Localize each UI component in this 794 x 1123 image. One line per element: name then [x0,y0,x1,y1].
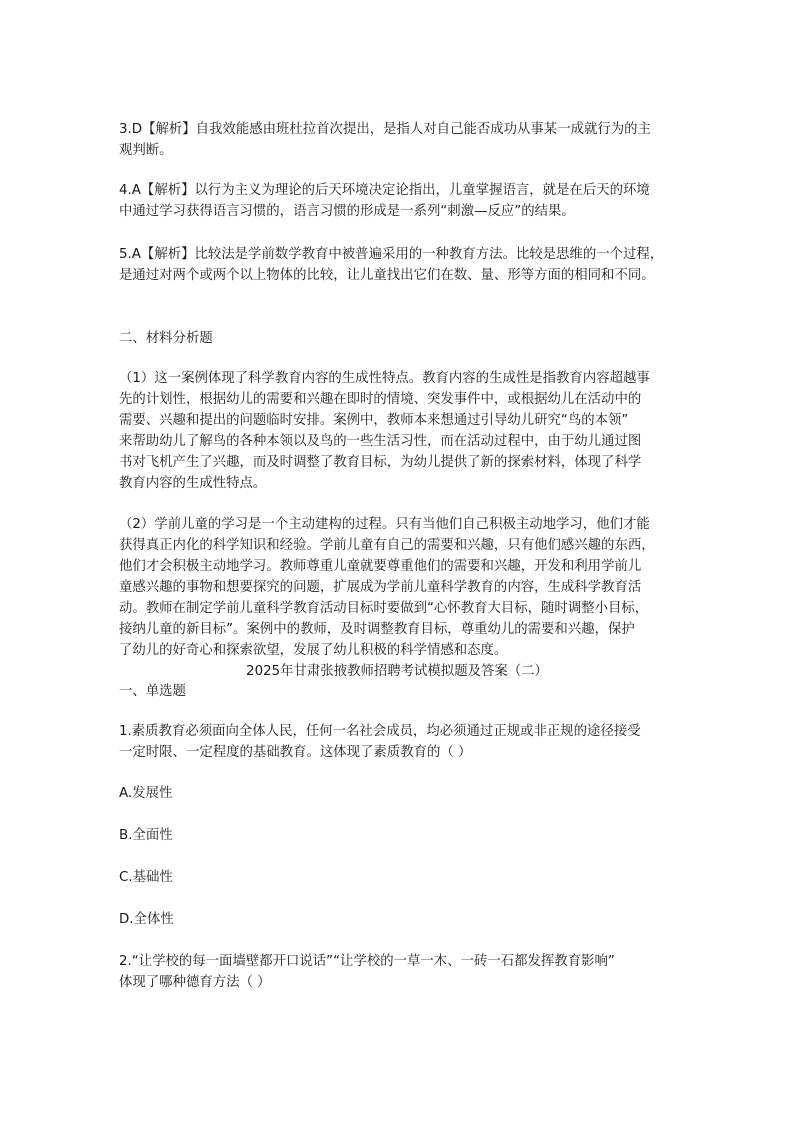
text-line: 动。教师在制定学前儿童科学教育活动目标时要做到“心怀教育大目标，随时调整小目标， [119,601,649,616]
text-line: （1）这一案例体现了科学教育内容的生成性特点。教育内容的生成性是指教育内容超越事 [119,371,650,386]
text-line: 了幼儿的好奇心和探索欲望，发展了幼儿积极的科学情感和态度。 [119,643,508,658]
option-c [119,867,679,888]
text-line: 来帮助幼儿了解鸟的各种本领以及鸟的一些生活习性，而在活动过程中，由于幼儿通过图 [119,434,642,449]
option-label: C.基础性 [119,870,173,885]
question-2 [119,951,679,993]
answer-3 [119,119,679,161]
text-line: 获得真正内化的科学知识和经验。学前儿童有自己的需要和兴趣，只有他们感兴趣的东西， [119,538,655,553]
option-label: A.发展性 [119,786,173,801]
text-line: 先的计划性，根据幼儿的需要和兴趣在即时的情境、突发事件中，或根据幼儿在活动中的 [119,392,642,407]
text-line: 接纳儿童的新目标”。案例中的教师，及时调整教育目标，尊重幼儿的需要和兴趣，保护 [119,622,635,637]
question-text: 体现了哪种德育方法（ ） [119,975,271,990]
answer-4 [119,180,679,222]
option-b [119,825,679,846]
section-title: 二、材料分析题 [119,331,213,346]
text-line: 中通过学习获得语言习惯的，语言习惯的形成是一系列“刺激—反应”的结果。 [119,204,575,219]
option-label: B.全面性 [119,828,173,843]
text-line: 他们才会积极主动地学习。教师尊重儿童就要尊重他们的需要和兴趣，开发和利用学前儿 [119,559,642,574]
question-text: 1.素质教育必须面向全体人民，任何一名社会成员，均必须通过正规或非正规的途径接受 [119,724,641,739]
option-d [119,909,679,930]
option-label: D.全体性 [119,912,174,927]
text-line: 4.A【解析】以行为主义为理论的后天环境决定论指出，儿童掌握语言，就是在后天的环境 [119,183,650,198]
analysis-paragraph-1 [119,368,679,494]
text-line: 是通过对两个或两个以上物体的比较，让儿童找出它们在数、量、形等方面的相同和不同。 [119,268,655,283]
option-a [119,783,679,804]
question-text: 2.“让学校的每一面墙壁都开口说话”“让学校的一草一木、一砖一石都发挥教育影响” [119,954,615,969]
answer-5 [119,244,679,286]
question-text: 一定时限、一定程度的基础教育。这体现了素质教育的（ ） [119,745,472,760]
text-line: （2）学前儿童的学习是一个主动建构的过程。只有当他们自己积极主动地学习，他们才能 [119,517,650,532]
page-title: 2025年甘肃张掖教师招聘考试模拟题及答案（二） [246,664,548,679]
analysis-paragraph-2 [119,514,679,661]
text-line: 书对飞机产生了兴趣，而及时调整了教育目标，为幼儿提供了新的探索材料，体现了科学 [119,455,642,470]
section-heading [119,681,679,702]
text-line: 需要、兴趣和提出的问题临时安排。案例中，教师本来想通过引导幼儿研究“鸟的本领” [119,413,629,428]
section-title: 一、单选题 [119,684,186,699]
text-line: 3.D【解析】自我效能感由班杜拉首次提出，是指人对自己能否成功从事某一成就行为的主 [119,122,651,137]
question-1 [119,721,679,763]
exam-title [0,661,794,682]
section-heading [119,328,679,349]
text-line: 童感兴趣的事物和想要探究的问题，扩展成为学前儿童科学教育的内容，生成科学教育活 [119,580,642,595]
text-line: 教育内容的生成性特点。 [119,476,267,491]
text-line: 5.A【解析】比较法是学前数学教育中被普遍采用的一种教育方法。比较是思维的一个过程， [119,247,664,262]
text-line: 观判断。 [119,143,173,158]
